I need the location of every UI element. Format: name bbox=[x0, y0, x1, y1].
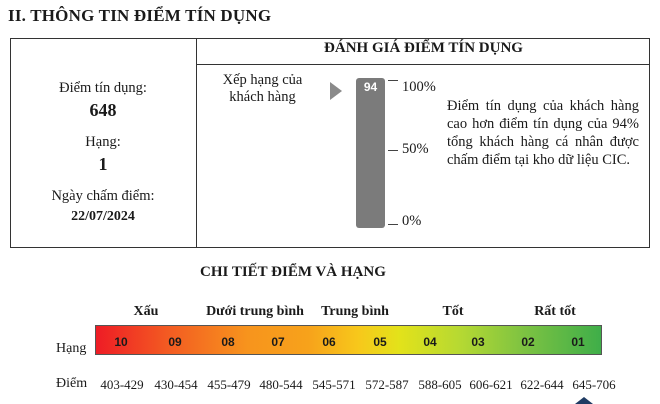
score-range: 430-454 bbox=[154, 377, 198, 392]
score-range: 455-479 bbox=[207, 377, 251, 392]
percentile-description: Điểm tín dụng của khách hàng cao hơn điểm tín dụng của 94% tổng khách hàng cá nhân được chấm điểm tại kho dữ liệu CIC. bbox=[447, 98, 639, 168]
tick-top bbox=[388, 80, 398, 81]
score-value: 648 bbox=[89, 100, 117, 120]
box-divider-horizontal bbox=[197, 64, 650, 65]
date-value: 22/07/2024 bbox=[71, 209, 135, 224]
score-range: 480-544 bbox=[259, 377, 303, 392]
box-divider-vertical bbox=[196, 38, 197, 248]
score-row-label: Điểm bbox=[56, 376, 88, 391]
score-range: 403-429 bbox=[100, 377, 144, 392]
score-range: 622-644 bbox=[520, 377, 564, 392]
category-bad: Xấu bbox=[133, 304, 159, 319]
category-average: Trung bình bbox=[321, 304, 389, 319]
rank-cell: 08 bbox=[221, 335, 235, 349]
score-label: Điểm tín dụng: bbox=[59, 80, 147, 96]
rank-cell: 06 bbox=[322, 335, 336, 349]
percentile-bar bbox=[356, 78, 385, 228]
category-below-average: Dưới trung bình bbox=[206, 304, 304, 319]
tick-mid bbox=[388, 150, 398, 151]
rank-cell: 04 bbox=[423, 335, 437, 349]
scale-top-label: 100% bbox=[402, 79, 436, 95]
tick-bottom bbox=[388, 224, 398, 225]
rank-cell: 03 bbox=[471, 335, 485, 349]
score-range: 588-605 bbox=[418, 377, 462, 392]
rank-cell: 09 bbox=[168, 335, 182, 349]
scroll-up-icon[interactable] bbox=[575, 397, 593, 404]
scale-bottom-label: 0% bbox=[402, 213, 422, 229]
assessment-title: ĐÁNH GIÁ ĐIỂM TÍN DỤNG bbox=[324, 40, 523, 56]
rank-caption: Xếp hạng của khách hàng bbox=[222, 72, 303, 105]
category-very-good: Rất tốt bbox=[534, 304, 576, 319]
section-title: II. THÔNG TIN ĐIỂM TÍN DỤNG bbox=[8, 6, 272, 25]
category-good: Tốt bbox=[442, 304, 464, 319]
rank-cell: 02 bbox=[521, 335, 535, 349]
rank-cell: 10 bbox=[114, 335, 128, 349]
score-range: 606-621 bbox=[469, 377, 513, 392]
arrow-right-icon bbox=[330, 82, 342, 100]
percentile-value: 94 bbox=[363, 80, 378, 94]
rank-cell: 07 bbox=[271, 335, 285, 349]
rank-label: Hạng: bbox=[85, 134, 121, 150]
rank-cell: 05 bbox=[373, 335, 387, 349]
score-range: 645-706 bbox=[572, 377, 616, 392]
score-range: 545-571 bbox=[312, 377, 356, 392]
scale-mid-label: 50% bbox=[402, 141, 429, 157]
rank-cell: 01 bbox=[571, 335, 585, 349]
rank-value: 1 bbox=[98, 154, 108, 174]
score-range: 572-587 bbox=[365, 377, 409, 392]
detail-title: CHI TIẾT ĐIỂM VÀ HẠNG bbox=[200, 264, 386, 280]
date-label: Ngày chấm điểm: bbox=[51, 188, 155, 204]
rank-row-label: Hạng bbox=[56, 341, 87, 356]
